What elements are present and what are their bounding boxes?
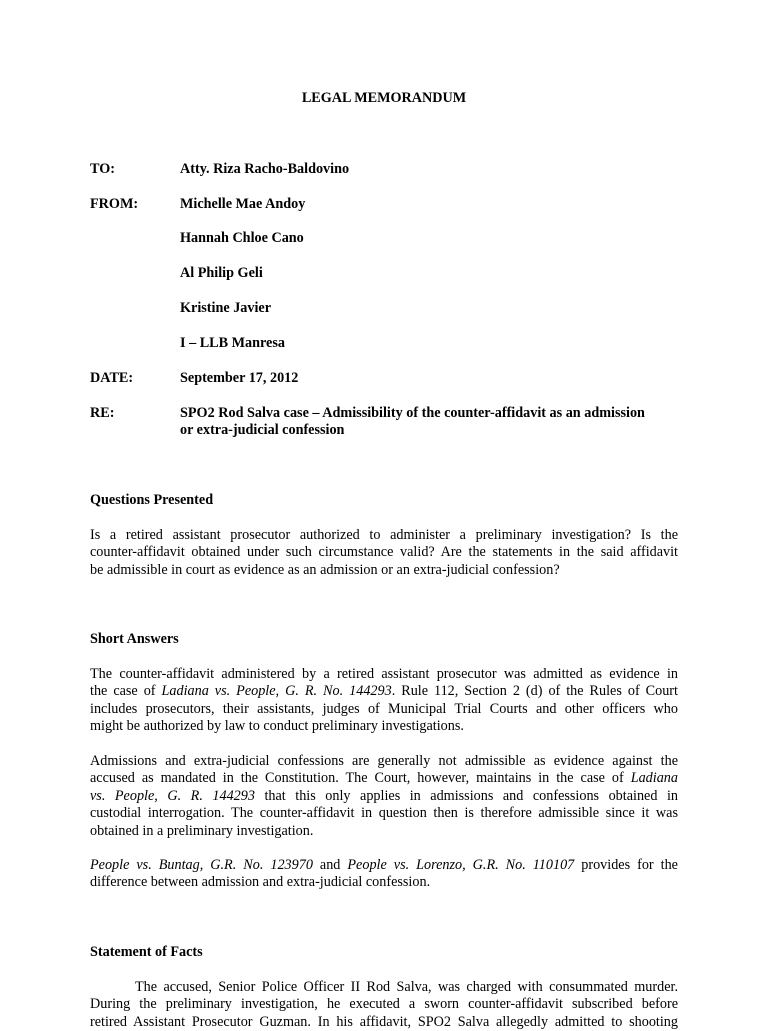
qp-line-1: Is a retired assistant prosecutor authorized to administer a preliminary investigation? Is the: [90, 527, 678, 543]
sa3-line-2: difference between admission and extra-judicial confession.: [90, 874, 431, 891]
sa1-line-4: might be authorized by law to conduct preliminary investigations.: [90, 718, 464, 735]
sa2-line-5: obtained in a preliminary investigation.: [90, 822, 314, 839]
from-name-3: Al Philip Geli: [180, 265, 263, 281]
sa1-l2-post: . Rule 112, Section 2 (d) of the Rules of Court: [391, 683, 678, 700]
sa2-l2-italic: Ladiana: [630, 770, 678, 787]
sa3-l1-post: provides for the: [574, 857, 678, 873]
from-label: FROM:: [90, 196, 139, 212]
sa2-l3-italic: vs. People, G. R. 144293: [90, 787, 255, 804]
statement-of-facts-heading: Statement of Facts: [90, 944, 203, 960]
sof-line-3: retired Assistant Prosecutor Guzman. In his affidavit, SPO2 Salva allegedly admitted to shooting: [90, 1013, 678, 1030]
sof-line-2: During the preliminary investigation, he executed a sworn counter-affidavit subscribed before: [90, 996, 678, 1013]
questions-presented-heading: Questions Presented: [90, 492, 214, 508]
sa2-line-2: [90, 770, 678, 787]
short-answers-paragraph-2: [90, 753, 678, 840]
re-label: RE:: [90, 405, 115, 421]
from-name-1: Michelle Mae Andoy: [180, 196, 306, 212]
sa2-l2-pre: accused as mandated in the Constitution. The Court, however, maintains in the case of: [90, 770, 631, 787]
case-citation-ladiana: Ladiana vs. People, G. R. No. 144293: [161, 683, 392, 700]
from-name-2: Hannah Chloe Cano: [180, 230, 304, 246]
date-value: September 17, 2012: [180, 370, 299, 386]
sa1-line-1: The counter-affidavit administered by a retired assistant prosecutor was admitted as evidence in: [90, 666, 678, 682]
sa3-line-1: [90, 857, 678, 874]
sa2-l3-post: that this only applies in admissions and confessions obtained in: [254, 787, 678, 804]
sa2-line-3: [90, 788, 678, 805]
short-answers-heading: Short Answers: [90, 631, 179, 647]
sa1-line-3: includes prosecutors, their assistants, judges of Municipal Trial Courts and other officers who: [90, 700, 678, 717]
sof-line-1: The accused, Senior Police Officer II Rod Salva, was charged with consummated murder.: [135, 979, 678, 995]
re-line-1: SPO2 Rod Salva case – Admissibility of the counter-affidavit as an admission: [180, 405, 645, 421]
qp-line-2: counter-affidavit obtained under such circumstance valid? Are the statements in the said affidavit: [90, 544, 678, 561]
statement-of-facts-paragraph: [90, 979, 678, 1031]
from-class: I – LLB Manresa: [180, 335, 285, 351]
sa2-line-1: Admissions and extra-judicial confessions are generally not admissible as evidence against the: [90, 753, 678, 769]
document-title: LEGAL MEMORANDUM: [301, 90, 467, 106]
short-answers-paragraph-1: [90, 666, 678, 736]
case-citation-buntag: People vs. Buntag, G.R. No. 123970: [90, 857, 313, 873]
to-value: Atty. Riza Racho-Baldovino: [180, 161, 350, 177]
questions-presented-paragraph: [90, 527, 678, 579]
case-citation-lorenzo: People vs. Lorenzo, G.R. No. 110107: [347, 857, 575, 873]
to-label: TO:: [90, 161, 115, 177]
short-answers-paragraph-3: [90, 857, 678, 892]
qp-line-3: be admissible in court as evidence as an admission or an extra-judicial confession?: [90, 561, 560, 578]
sa3-l1-mid: and: [312, 857, 348, 873]
sa2-line-4: custodial interrogation. The counter-affidavit in question then is therefore admissible since it was: [90, 805, 678, 822]
sa1-line-2: [90, 683, 678, 700]
re-line-2: or extra-judicial confession: [180, 422, 345, 438]
from-name-4: Kristine Javier: [180, 300, 272, 316]
date-label: DATE:: [90, 370, 134, 386]
sa1-l2-pre: the case of: [90, 683, 162, 700]
